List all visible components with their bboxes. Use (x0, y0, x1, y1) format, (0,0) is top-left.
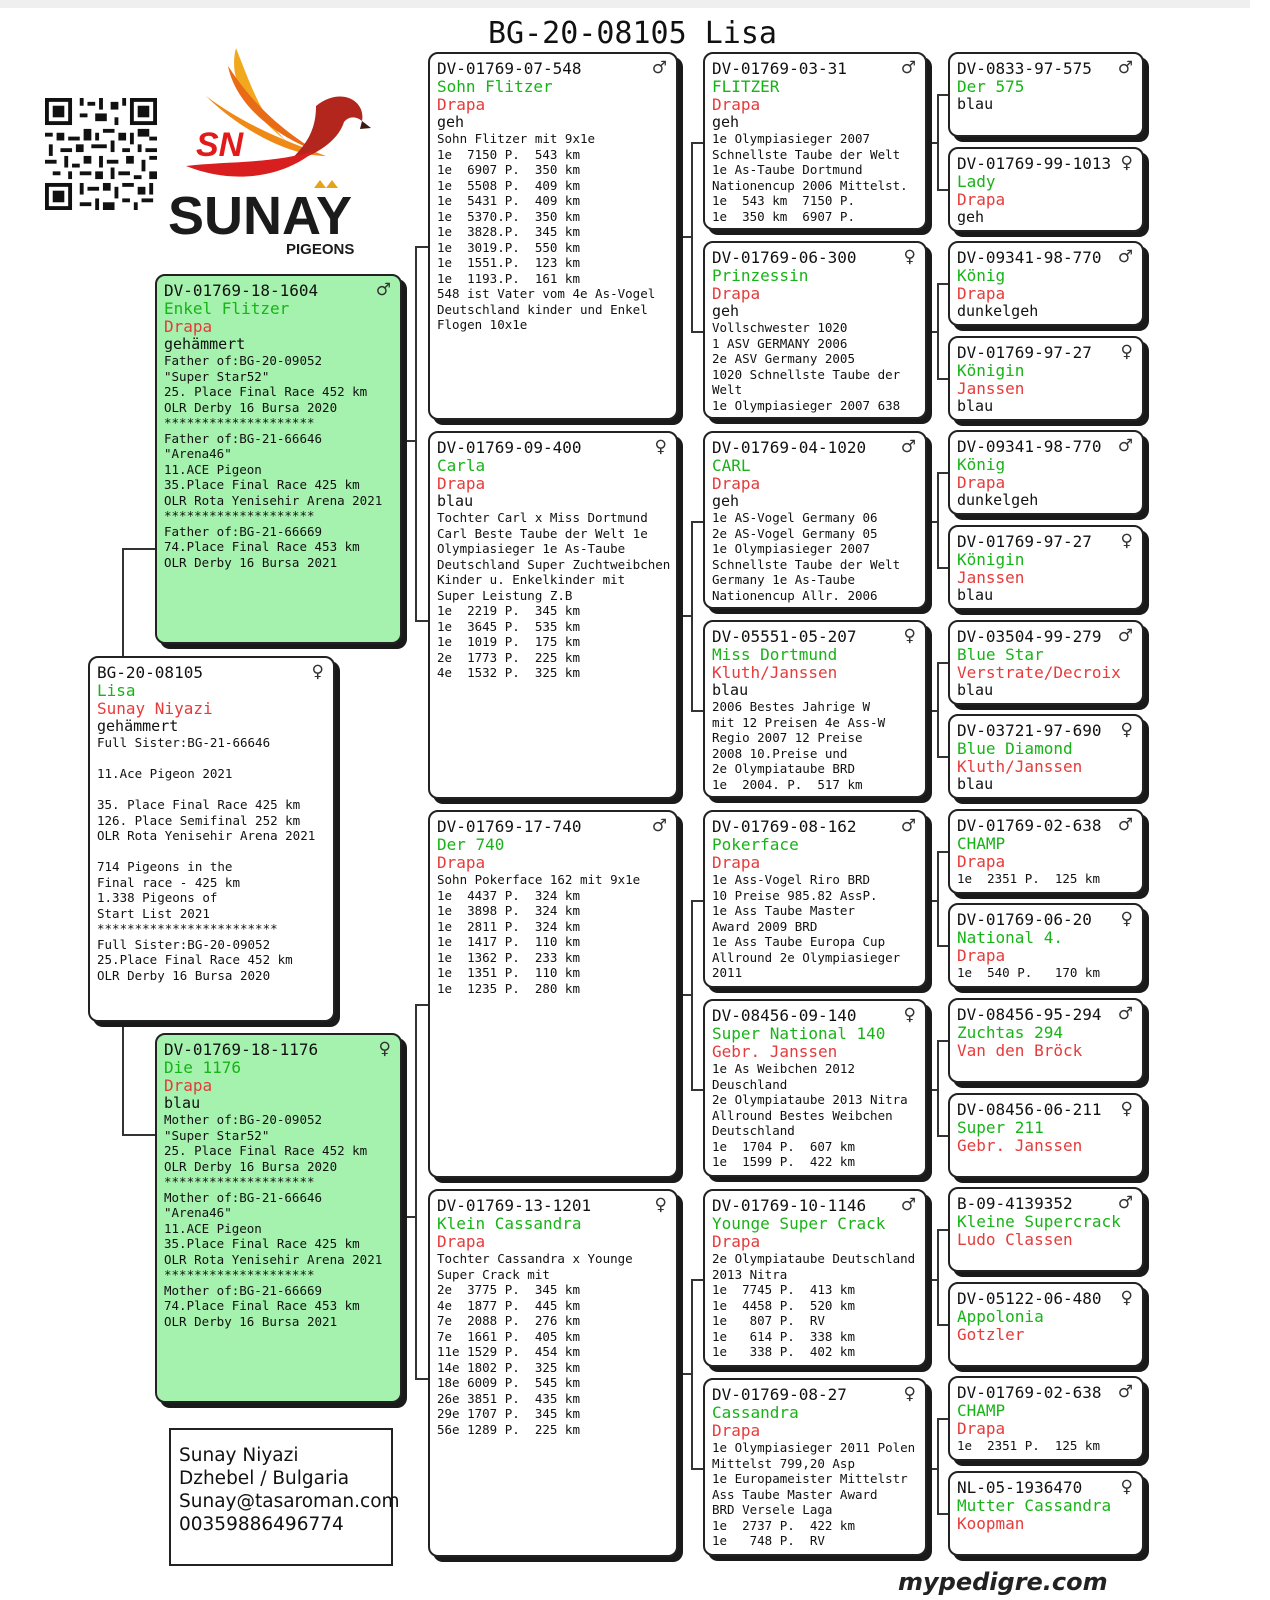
connector-line (937, 472, 939, 567)
sex-symbol-icon: ♂ (900, 1195, 916, 1215)
connector-line (691, 521, 703, 523)
breeder-name: Drapa (712, 284, 761, 303)
logo-badge: SN (196, 126, 244, 164)
performance-notes: 1e Ass-Vogel Riro BRD 10 Preise 985.82 AssP. 1e Ass Taube Master Award 2009 BRD 1e Ass Taube Europa Cup Allround 2e Olympiasieger 2011 (712, 872, 901, 980)
contact-phone: 00359886496774 (179, 1514, 344, 1535)
connector-line (415, 1004, 428, 1006)
breeder-name: Drapa (164, 1076, 213, 1095)
pigeon-card (703, 1378, 927, 1556)
breeder-name: Koopman (957, 1514, 1025, 1533)
contact-box (169, 1428, 400, 1566)
breeder-name: Drapa (957, 190, 1006, 209)
connector-line (937, 1229, 939, 1324)
connector-line (402, 440, 415, 442)
performance-notes: Father of:BG-20-09052 "Super Star52" 25. Place Final Race 452 km OLR Derby 16 Bursa 2020 ******************** Father of:BG-21-66646 "Arena46" 11.ACE Pigeon 35.Place Final Race 425 km OLR Rota Yenisehir Arena 2021 ******************** Father of:BG-21-66669 74.Place Final Race 453 km OLR Derby 16 Bursa 2021 (164, 353, 383, 570)
connector-line (937, 1040, 948, 1042)
sex-symbol-icon: ♀ (654, 1195, 667, 1215)
plumage-color: gehämmert (164, 335, 246, 353)
plumage-color: blau (957, 95, 994, 113)
pigeon-name: Miss Dortmund (712, 645, 838, 664)
sex-symbol-icon: ♂ (1117, 1382, 1133, 1402)
sex-symbol-icon: ♂ (1117, 58, 1133, 78)
connector-line (937, 94, 939, 189)
sex-symbol-icon: ♀ (654, 437, 667, 457)
sex-symbol-icon: ♀ (1120, 153, 1133, 173)
sex-symbol-icon: ♂ (1117, 436, 1133, 456)
ring-number: DV-01769-06-300 (712, 248, 857, 267)
connector-line (691, 900, 703, 902)
breeder-name: Gotzler (957, 1325, 1025, 1344)
pigeon-name: Mutter Cassandra (957, 1496, 1112, 1515)
ring-number: DV-01769-97-27 (957, 343, 1092, 362)
connector-line (691, 521, 693, 710)
connector-line (937, 851, 939, 945)
performance-notes: 1e 2351 P. 125 km (957, 871, 1100, 886)
pigeon-name: Lisa (97, 681, 136, 700)
pigeon-name: Younge Super Crack (712, 1214, 886, 1233)
pigeon-name: CHAMP (957, 834, 1006, 853)
pigeon-name: Königin (957, 550, 1025, 569)
plumage-color: blau (957, 586, 994, 604)
ring-number: DV-01769-07-548 (437, 59, 582, 78)
breeder-name: Drapa (437, 474, 486, 493)
breeder-name: Ludo Classen (957, 1230, 1073, 1249)
breeder-name: Kluth/Janssen (957, 757, 1083, 776)
performance-notes: Sohn Pokerface 162 mit 9x1e 1e 4437 P. 324 km 1e 3898 P. 324 km 1e 2811 P. 324 km 1e 1417 P. 110 km 1e 1362 P. 233 km 1e 1351 P. 110 km 1e 1235 P. 280 km (437, 872, 641, 996)
qr-code-icon (45, 98, 157, 210)
plumage-color: blau (712, 681, 749, 699)
pigeon-name: Carla (437, 456, 486, 475)
connector-line (937, 283, 948, 285)
sex-symbol-icon: ♀ (1120, 1288, 1133, 1308)
connector-line (927, 521, 937, 523)
breeder-name: Drapa (437, 853, 486, 872)
breeder-name: Van den Bröck (957, 1041, 1083, 1060)
connector-line (122, 1134, 155, 1136)
sex-symbol-icon: ♀ (903, 1384, 916, 1404)
pigeon-card (88, 656, 335, 1022)
performance-notes: Sohn Flitzer mit 9x1e 1e 7150 P. 543 km 1e 6907 P. 350 km 1e 5508 P. 409 km 1e 5431 P. 409 km 1e 5370.P. 350 km 1e 3828.P. 345 km 1e 3019.P. 550 km 1e 1551.P. 123 km 1e 1193.P. 161 km 548 ist Vater vom 4e As-Vogel Deutschland kinder und Enkel Flogen 10x1e (437, 131, 656, 332)
pigeon-name: Appolonia (957, 1307, 1044, 1326)
pigeon-card (703, 52, 927, 230)
pigeon-card (703, 810, 927, 988)
plumage-color: gehämmert (97, 717, 179, 735)
plumage-color: geh (957, 208, 985, 226)
ring-number: DV-08456-09-140 (712, 1006, 857, 1025)
connector-line (691, 142, 693, 331)
plumage-color: geh (712, 302, 740, 320)
ring-number: DV-03721-97-690 (957, 721, 1102, 740)
pigeon-name: Blue Diamond (957, 739, 1073, 758)
connector-line (691, 1279, 693, 1468)
page-title: BG-20-08105 Lisa (488, 16, 777, 51)
sex-symbol-icon: ♂ (1117, 815, 1133, 835)
pigeon-name: Prinzessin (712, 266, 809, 285)
sex-symbol-icon: ♂ (900, 816, 916, 836)
connector-line (937, 662, 948, 664)
connector-line (927, 142, 937, 144)
ring-number: DV-01769-08-27 (712, 1385, 847, 1404)
connector-line (937, 378, 948, 380)
sex-symbol-icon: ♀ (1120, 342, 1133, 362)
sex-symbol-icon: ♂ (900, 437, 916, 457)
plumage-color: blau (164, 1094, 201, 1112)
pigeon-card (703, 431, 927, 609)
pigeon-card (428, 810, 678, 1178)
ring-number: DV-01769-13-1201 (437, 1196, 592, 1215)
sex-symbol-icon: ♀ (1120, 531, 1133, 551)
ring-number: DV-01769-09-400 (437, 438, 582, 457)
sex-symbol-icon: ♂ (651, 58, 667, 78)
pigeon-name: Super 211 (957, 1118, 1044, 1137)
pigeon-card (155, 1033, 402, 1403)
ring-number: DV-01769-99-1013 (957, 154, 1112, 173)
pigeon-name: Sohn Flitzer (437, 77, 553, 96)
top-edge (0, 0, 1250, 8)
sex-symbol-icon: ♂ (651, 816, 667, 836)
plumage-color: blau (957, 775, 994, 793)
pigeon-name: Der 740 (437, 835, 505, 854)
phoenix-logo-icon (166, 46, 396, 258)
plumage-color: blau (957, 397, 994, 415)
ring-number: B-09-4139352 (957, 1194, 1073, 1213)
pigeon-card (948, 714, 1144, 799)
connector-line (937, 1040, 939, 1135)
pigeon-card (948, 430, 1144, 515)
ring-number: DV-01769-18-1176 (164, 1040, 319, 1059)
connector-line (678, 994, 691, 996)
sex-symbol-icon: ♀ (1120, 720, 1133, 740)
plumage-color: dunkelgeh (957, 302, 1039, 320)
breeder-name: Drapa (957, 1419, 1006, 1438)
connector-line (691, 900, 693, 1089)
breeder-name: Gebr. Janssen (957, 1136, 1083, 1155)
ring-number: DV-05122-06-480 (957, 1289, 1102, 1308)
sex-symbol-icon: ♂ (1117, 1004, 1133, 1024)
performance-notes: Full Sister:BG-21-66646 11.Ace Pigeon 2021 35. Place Final Race 425 km 126. Place Semifinal 252 km OLR Rota Yenisehir Arena 2021 714 Pigeons in the Final race - 425 km 1.338 Pigeons of Start List 2021 ************************ Full Sister:BG-20-09052 25.Place Final Race 452 km OLR Derby 16 Bursa 2020 (97, 735, 316, 983)
performance-notes: 2006 Bestes Jahrige W mit 12 Preisen 4e Ass-W Regio 2007 12 Preise 2008 10.Preise und 2e Olympiataube BRD 1e 2004. P. 517 km (712, 699, 886, 792)
performance-notes: 2e Olympiataube Deutschland 2013 Nitra 1e 7745 P. 413 km 1e 4458 P. 520 km 1e 807 P. RV 1e 614 P. 338 km 1e 338 P. 402 km (712, 1251, 916, 1359)
connector-line (678, 615, 691, 617)
connector-line (937, 1513, 948, 1515)
performance-notes: 1e As Weibchen 2012 Deuschland 2e Olympiataube 2013 Nitra Allround Bestes Weibchen Deutschland 1e 1704 P. 607 km 1e 1599 P. 422 km (712, 1061, 908, 1169)
ring-number: BG-20-08105 (97, 663, 203, 682)
contact-name: Sunay Niyazi (179, 1445, 299, 1466)
connector-line (927, 331, 937, 333)
breeder-name: Janssen (957, 379, 1025, 398)
pigeon-name: Klein Cassandra (437, 1214, 582, 1233)
pigeon-card (948, 525, 1144, 610)
sex-symbol-icon: ♀ (1120, 1099, 1133, 1119)
breeder-name: Janssen (957, 568, 1025, 587)
pigeon-card (948, 1471, 1144, 1556)
connector-line (691, 1468, 703, 1470)
performance-notes: 1e Olympiasieger 2011 Polen Mittelst 799,20 Asp 1e Europameister Mittelstr Ass Taube Master Award BRD Versele Laga 1e 2737 P. 422 km 1e 748 P. RV (712, 1440, 916, 1548)
connector-line (415, 1004, 417, 1378)
breeder-name: Sunay Niyazi (97, 699, 213, 718)
pigeon-name: Zuchtas 294 (957, 1023, 1063, 1042)
pigeon-name: Super National 140 (712, 1024, 886, 1043)
sex-symbol-icon: ♀ (1120, 909, 1133, 929)
sunay-pigeons-logo (166, 46, 396, 258)
connector-line (691, 331, 703, 333)
connector-line (937, 851, 948, 853)
pigeon-name: König (957, 266, 1006, 285)
ring-number: DV-09341-98-770 (957, 248, 1102, 267)
performance-notes: 1e Olympiasieger 2007 Schnellste Taube der Welt 1e As-Taube Dortmund Nationencup 2006 Mittelst. 1e 543 km 7150 P. 1e 350 km 6907 P. (712, 131, 908, 224)
pigeon-name: Pokerface (712, 835, 799, 854)
pigeon-name: Kleine Supercrack (957, 1212, 1121, 1231)
performance-notes: 1e 540 P. 170 km (957, 965, 1100, 980)
performance-notes: 1e 2351 P. 125 km (957, 1438, 1100, 1453)
ring-number: DV-09341-98-770 (957, 437, 1102, 456)
sex-symbol-icon: ♂ (1117, 626, 1133, 646)
connector-line (691, 1279, 703, 1281)
sex-symbol-icon: ♂ (900, 58, 916, 78)
connector-line (937, 94, 948, 96)
ring-number: DV-0833-97-575 (957, 59, 1092, 78)
performance-notes: Mother of:BG-20-09052 "Super Star52" 25. Place Final Race 452 km OLR Derby 16 Bursa 2020 ******************** Mother of:BG-21-66646 "Arena46" 11.ACE Pigeon 35.Place Final Race 425 km OLR Rota Yenisehir Arena 2021 ******************** Mother of:BG-21-66669 74.Place Final Race 453 km OLR Derby 16 Bursa 2021 (164, 1112, 383, 1329)
pigeon-name: CHAMP (957, 1401, 1006, 1420)
pigeon-name: Enkel Flitzer (164, 299, 290, 318)
connector-line (927, 1279, 937, 1281)
performance-notes: Tochter Cassandra x Younge Super Crack mit 2e 3775 P. 345 km 4e 1877 P. 445 km 7e 2088 P. 276 km 7e 1661 P. 405 km 11e 1529 P. 454 km 14e 1802 P. 325 km 18e 6009 P. 545 km 26e 3851 P. 435 km 29e 1707 P. 345 km 56e 1289 P. 225 km (437, 1251, 633, 1437)
performance-notes: 1e AS-Vogel Germany 06 2e AS-Vogel Germany 05 1e Olympiasieger 2007 Schnellste Taube der Welt Germany 1e As-Taube Nationencup Allr. 2006 (712, 510, 901, 603)
connector-line (927, 710, 937, 712)
ring-number: DV-01769-17-740 (437, 817, 582, 836)
pigeon-card (948, 336, 1144, 421)
performance-notes: Vollschwester 1020 1 ASV GERMANY 2006 2e ASV Germany 2005 1020 Schnellste Taube der Welt 1e Olympiasieger 2007 638 (712, 320, 901, 413)
breeder-name: Drapa (957, 284, 1006, 303)
connector-line (691, 142, 703, 144)
plumage-color: blau (957, 681, 994, 699)
pigeon-card (703, 620, 927, 798)
pigeon-name: Lady (957, 172, 996, 191)
pigeon-card (948, 998, 1144, 1083)
pigeon-card (428, 431, 678, 799)
connector-line (937, 662, 939, 756)
connector-line (122, 1022, 124, 1136)
plumage-color: geh (712, 492, 740, 510)
pigeon-name: National 4. (957, 928, 1063, 947)
connector-line (415, 246, 428, 248)
pigeon-card (703, 1189, 927, 1367)
sex-symbol-icon: ♀ (311, 662, 324, 682)
breeder-name: Drapa (957, 852, 1006, 871)
logo-sub: PIGEONS (286, 241, 355, 258)
connector-line (122, 548, 155, 550)
connector-line (691, 710, 703, 712)
pigeon-card (948, 620, 1144, 705)
connector-line (122, 548, 124, 656)
pigeon-name: FLITZER (712, 77, 780, 96)
connector-line (415, 1378, 428, 1380)
breeder-name: Gebr. Janssen (712, 1042, 838, 1061)
footer-site[interactable]: mypedigre.com (898, 1568, 1108, 1596)
connector-line (678, 236, 691, 238)
connector-line (937, 945, 948, 947)
pigeon-card (948, 1376, 1144, 1461)
pigeon-card (948, 1282, 1144, 1367)
breeder-name: Drapa (957, 473, 1006, 492)
contact-email[interactable]: Sunay@tasaroman.com (179, 1491, 400, 1512)
plumage-color: dunkelgeh (957, 491, 1039, 509)
connector-line (937, 1418, 939, 1513)
pigeon-name: Der 575 (957, 77, 1025, 96)
ring-number: DV-01769-18-1604 (164, 281, 319, 300)
ring-number: DV-03504-99-279 (957, 627, 1102, 646)
connector-line (402, 1216, 415, 1218)
connector-line (691, 1089, 703, 1091)
plumage-color: geh (712, 113, 740, 131)
pigeon-card (948, 241, 1144, 326)
plumage-color: geh (437, 113, 465, 131)
connector-line (927, 1468, 937, 1470)
ring-number: DV-01769-04-1020 (712, 438, 867, 457)
pigeon-name: Cassandra (712, 1403, 799, 1422)
breeder-name: Drapa (437, 1232, 486, 1251)
sex-symbol-icon: ♀ (903, 626, 916, 646)
sex-symbol-icon: ♀ (903, 1005, 916, 1025)
breeder-name: Drapa (164, 317, 213, 336)
contact-location: Dzhebel / Bulgaria (179, 1468, 350, 1489)
pigeon-card (155, 274, 402, 644)
pigeon-card (948, 1187, 1144, 1272)
sex-symbol-icon: ♂ (1117, 1193, 1133, 1213)
sex-symbol-icon: ♂ (375, 280, 391, 300)
pigeon-card (948, 147, 1144, 232)
pigeon-card (948, 52, 1144, 137)
pigeon-card (948, 903, 1144, 988)
ring-number: DV-01769-97-27 (957, 532, 1092, 551)
ring-number: DV-08456-06-211 (957, 1100, 1102, 1119)
connector-line (937, 756, 948, 758)
ring-number: DV-01769-06-20 (957, 910, 1092, 929)
connector-line (937, 472, 948, 474)
breeder-name: Drapa (712, 1232, 761, 1251)
pigeon-name: König (957, 455, 1006, 474)
ring-number: DV-01769-10-1146 (712, 1196, 867, 1215)
sex-symbol-icon: ♀ (378, 1039, 391, 1059)
connector-line (937, 283, 939, 378)
pigeon-name: Königin (957, 361, 1025, 380)
connector-line (937, 1418, 948, 1420)
breeder-name: Verstrate/Decroix (957, 663, 1121, 682)
sex-symbol-icon: ♀ (903, 247, 916, 267)
pigeon-card (948, 1093, 1144, 1178)
pigeon-card (428, 1189, 678, 1557)
ring-number: DV-08456-95-294 (957, 1005, 1102, 1024)
logo-brand: SUNAY (168, 186, 353, 246)
ring-number: DV-01769-02-638 (957, 816, 1102, 835)
plumage-color: blau (437, 492, 474, 510)
connector-line (927, 900, 937, 902)
connector-line (937, 567, 948, 569)
pigeon-card (428, 52, 678, 420)
pigeon-name: CARL (712, 456, 751, 475)
breeder-name: Drapa (712, 1421, 761, 1440)
connector-line (937, 1135, 948, 1137)
ring-number: DV-01769-03-31 (712, 59, 847, 78)
breeder-name: Drapa (437, 95, 486, 114)
ring-number: DV-01769-08-162 (712, 817, 857, 836)
pigeon-card (948, 809, 1144, 894)
connector-line (937, 189, 948, 191)
pigeon-card (703, 999, 927, 1177)
connector-line (937, 1324, 948, 1326)
ring-number: NL-05-1936470 (957, 1478, 1083, 1497)
pigeon-card (703, 241, 927, 419)
breeder-name: Drapa (712, 853, 761, 872)
breeder-name: Drapa (957, 946, 1006, 965)
pigeon-name: Blue Star (957, 645, 1044, 664)
connector-line (937, 1229, 948, 1231)
sex-symbol-icon: ♂ (1117, 247, 1133, 267)
connector-line (415, 246, 417, 620)
sex-symbol-icon: ♀ (1120, 1477, 1133, 1497)
breeder-name: Drapa (712, 95, 761, 114)
connector-line (678, 1373, 691, 1375)
ring-number: DV-01769-02-638 (957, 1383, 1102, 1402)
pigeon-name: Die 1176 (164, 1058, 242, 1077)
performance-notes: Tochter Carl x Miss Dortmund Carl Beste Taube der Welt 1e Olympiasieger 1e As-Taube Deutschland Super Zuchtweibchen Kinder u. Enkelkinder mit Super Leistung Z.B 1e 2219 P. 345 km 1e 3645 P. 535 km 1e 1019 P. 175 km 2e 1773 P. 225 km 4e 1532 P. 325 km (437, 510, 671, 680)
ring-number: DV-05551-05-207 (712, 627, 857, 646)
connector-line (927, 1089, 937, 1091)
breeder-name: Drapa (712, 474, 761, 493)
connector-line (415, 620, 428, 622)
breeder-name: Kluth/Janssen (712, 663, 838, 682)
